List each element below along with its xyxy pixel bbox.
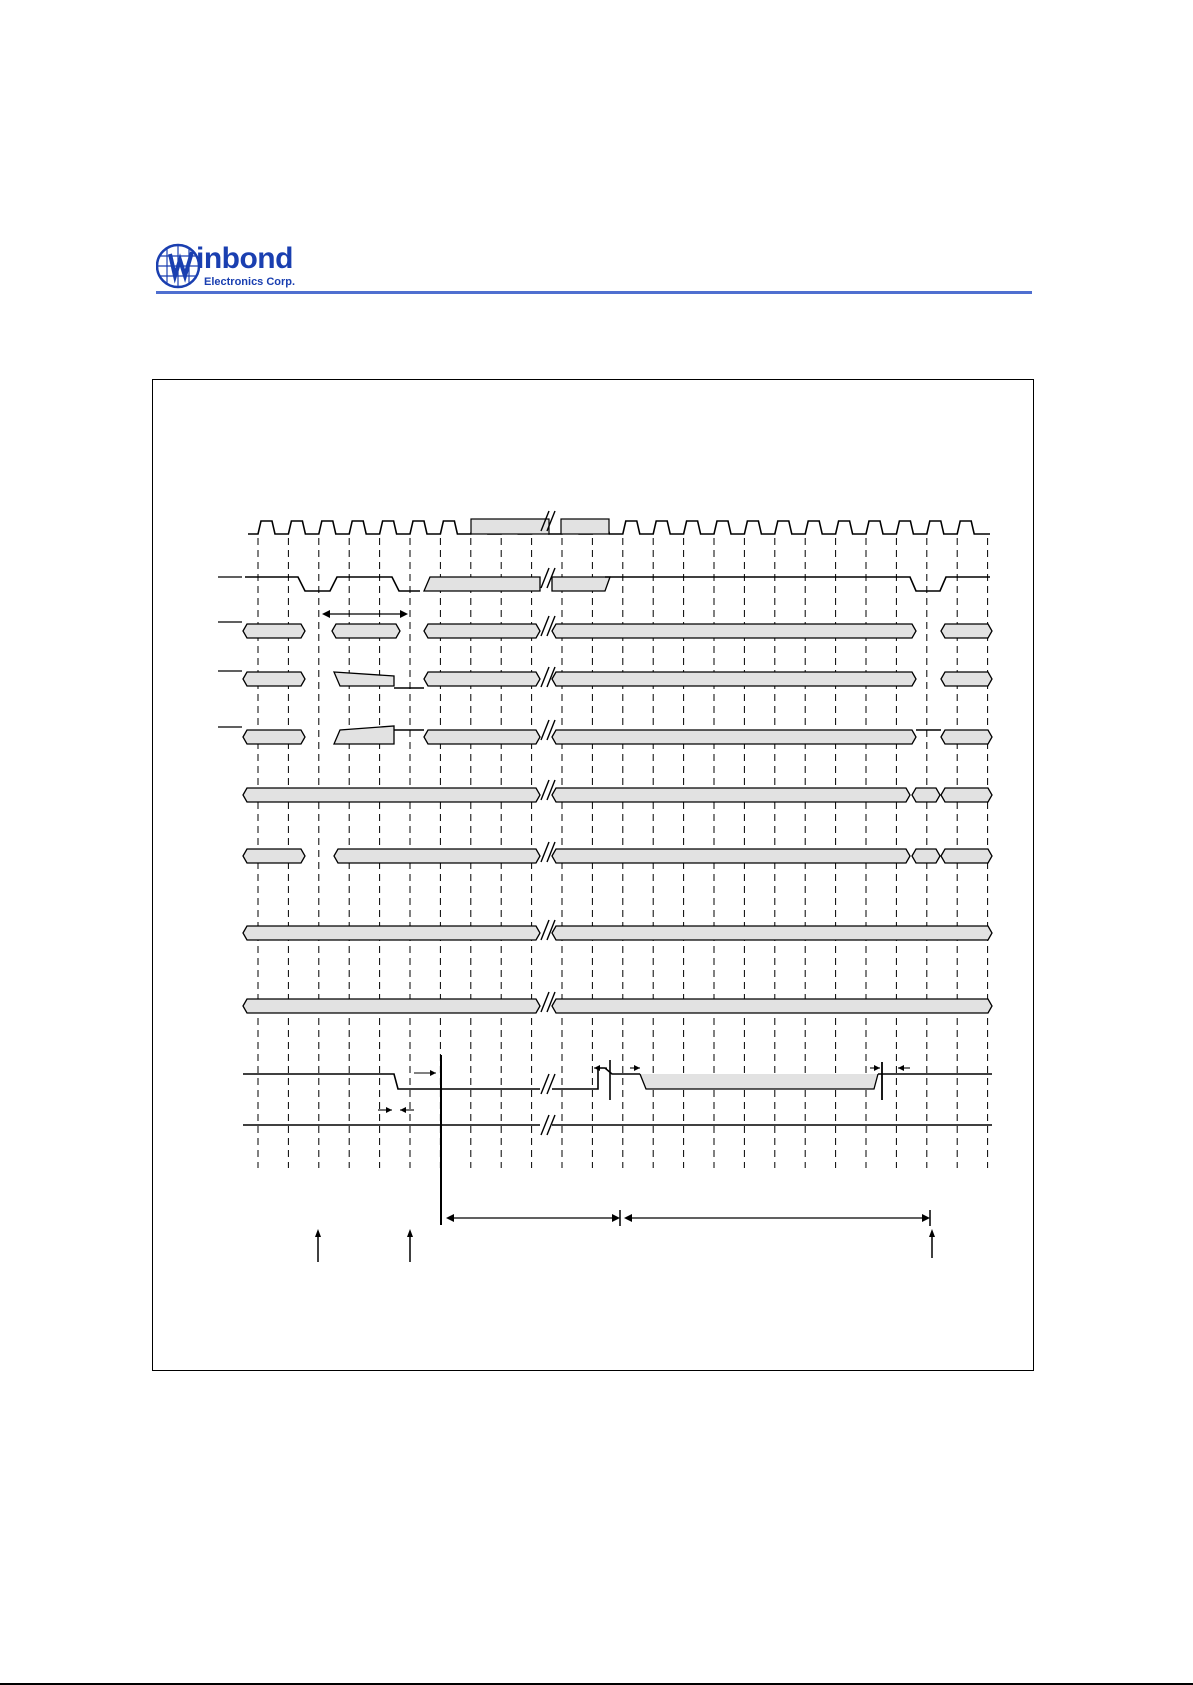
dq-bus [640,1074,878,1089]
event-arrow-head-2 [929,1229,935,1237]
event-arrow-head-0 [315,1229,321,1237]
cs-bus-1 [424,577,540,591]
small-arrow-head-0 [430,1070,436,1076]
trc-arrow-head-l [322,610,330,618]
ras-bus-4 [552,624,916,638]
a10-bus-3 [552,849,910,863]
we-bus-3 [424,730,540,744]
logo-subtitle: Electronics Corp. [204,276,296,288]
cs-bus-2 [552,577,610,591]
small-arrow-head-5 [874,1065,880,1071]
span-arrow-1-l [446,1214,454,1222]
ras-bus-3 [424,624,540,638]
small-arrow-head-2 [400,1107,406,1113]
we-bus-1 [243,730,305,744]
span-arrow-2-r [922,1214,930,1222]
cas-bus-2 [334,672,394,686]
dqm-bus-2 [552,926,992,940]
a10-bus-1 [243,849,305,863]
logo-word: inbond [196,242,293,275]
addr-valid-box [912,788,940,802]
clock-gap-box-1 [471,519,549,534]
ras-bus-1 [243,624,305,638]
small-arrow-head-4 [634,1065,640,1071]
addr-bus-2 [552,788,910,802]
event-arrow-head-1 [407,1229,413,1237]
addr-bus-1 [243,788,540,802]
cs-wave-2 [605,577,990,591]
a10-bus-4 [941,849,992,863]
we-bus-2 [334,726,394,744]
we-bus-4 [552,730,916,744]
we-bus-5 [941,730,992,744]
clock-wave [248,521,990,534]
ras-bus-5 [941,624,992,638]
cas-bus-4 [552,672,916,686]
cs-wave [245,577,420,591]
span-arrow-2-l [624,1214,632,1222]
dq-wave-1 [243,1074,540,1089]
addr-bus-3 [941,788,992,802]
a10-valid-box [912,849,940,863]
trc-arrow-head-r [400,610,408,618]
small-arrow-head-3 [594,1065,600,1071]
span-arrow-1-r [612,1214,620,1222]
cas-bus-5 [941,672,992,686]
a10-bus-2 [334,849,540,863]
cas-bus-3 [424,672,540,686]
clock-gap-box-2 [561,519,609,534]
cke-bus-2 [552,999,992,1013]
cke-bus-1 [243,999,540,1013]
ras-bus-2 [332,624,400,638]
waveforms [218,519,992,1125]
dq-wave-2 [552,1068,640,1089]
small-arrow-head-1 [386,1107,392,1113]
small-arrow-head-6 [898,1065,904,1071]
cas-bus-1 [243,672,305,686]
dqm-bus-1 [243,926,540,940]
